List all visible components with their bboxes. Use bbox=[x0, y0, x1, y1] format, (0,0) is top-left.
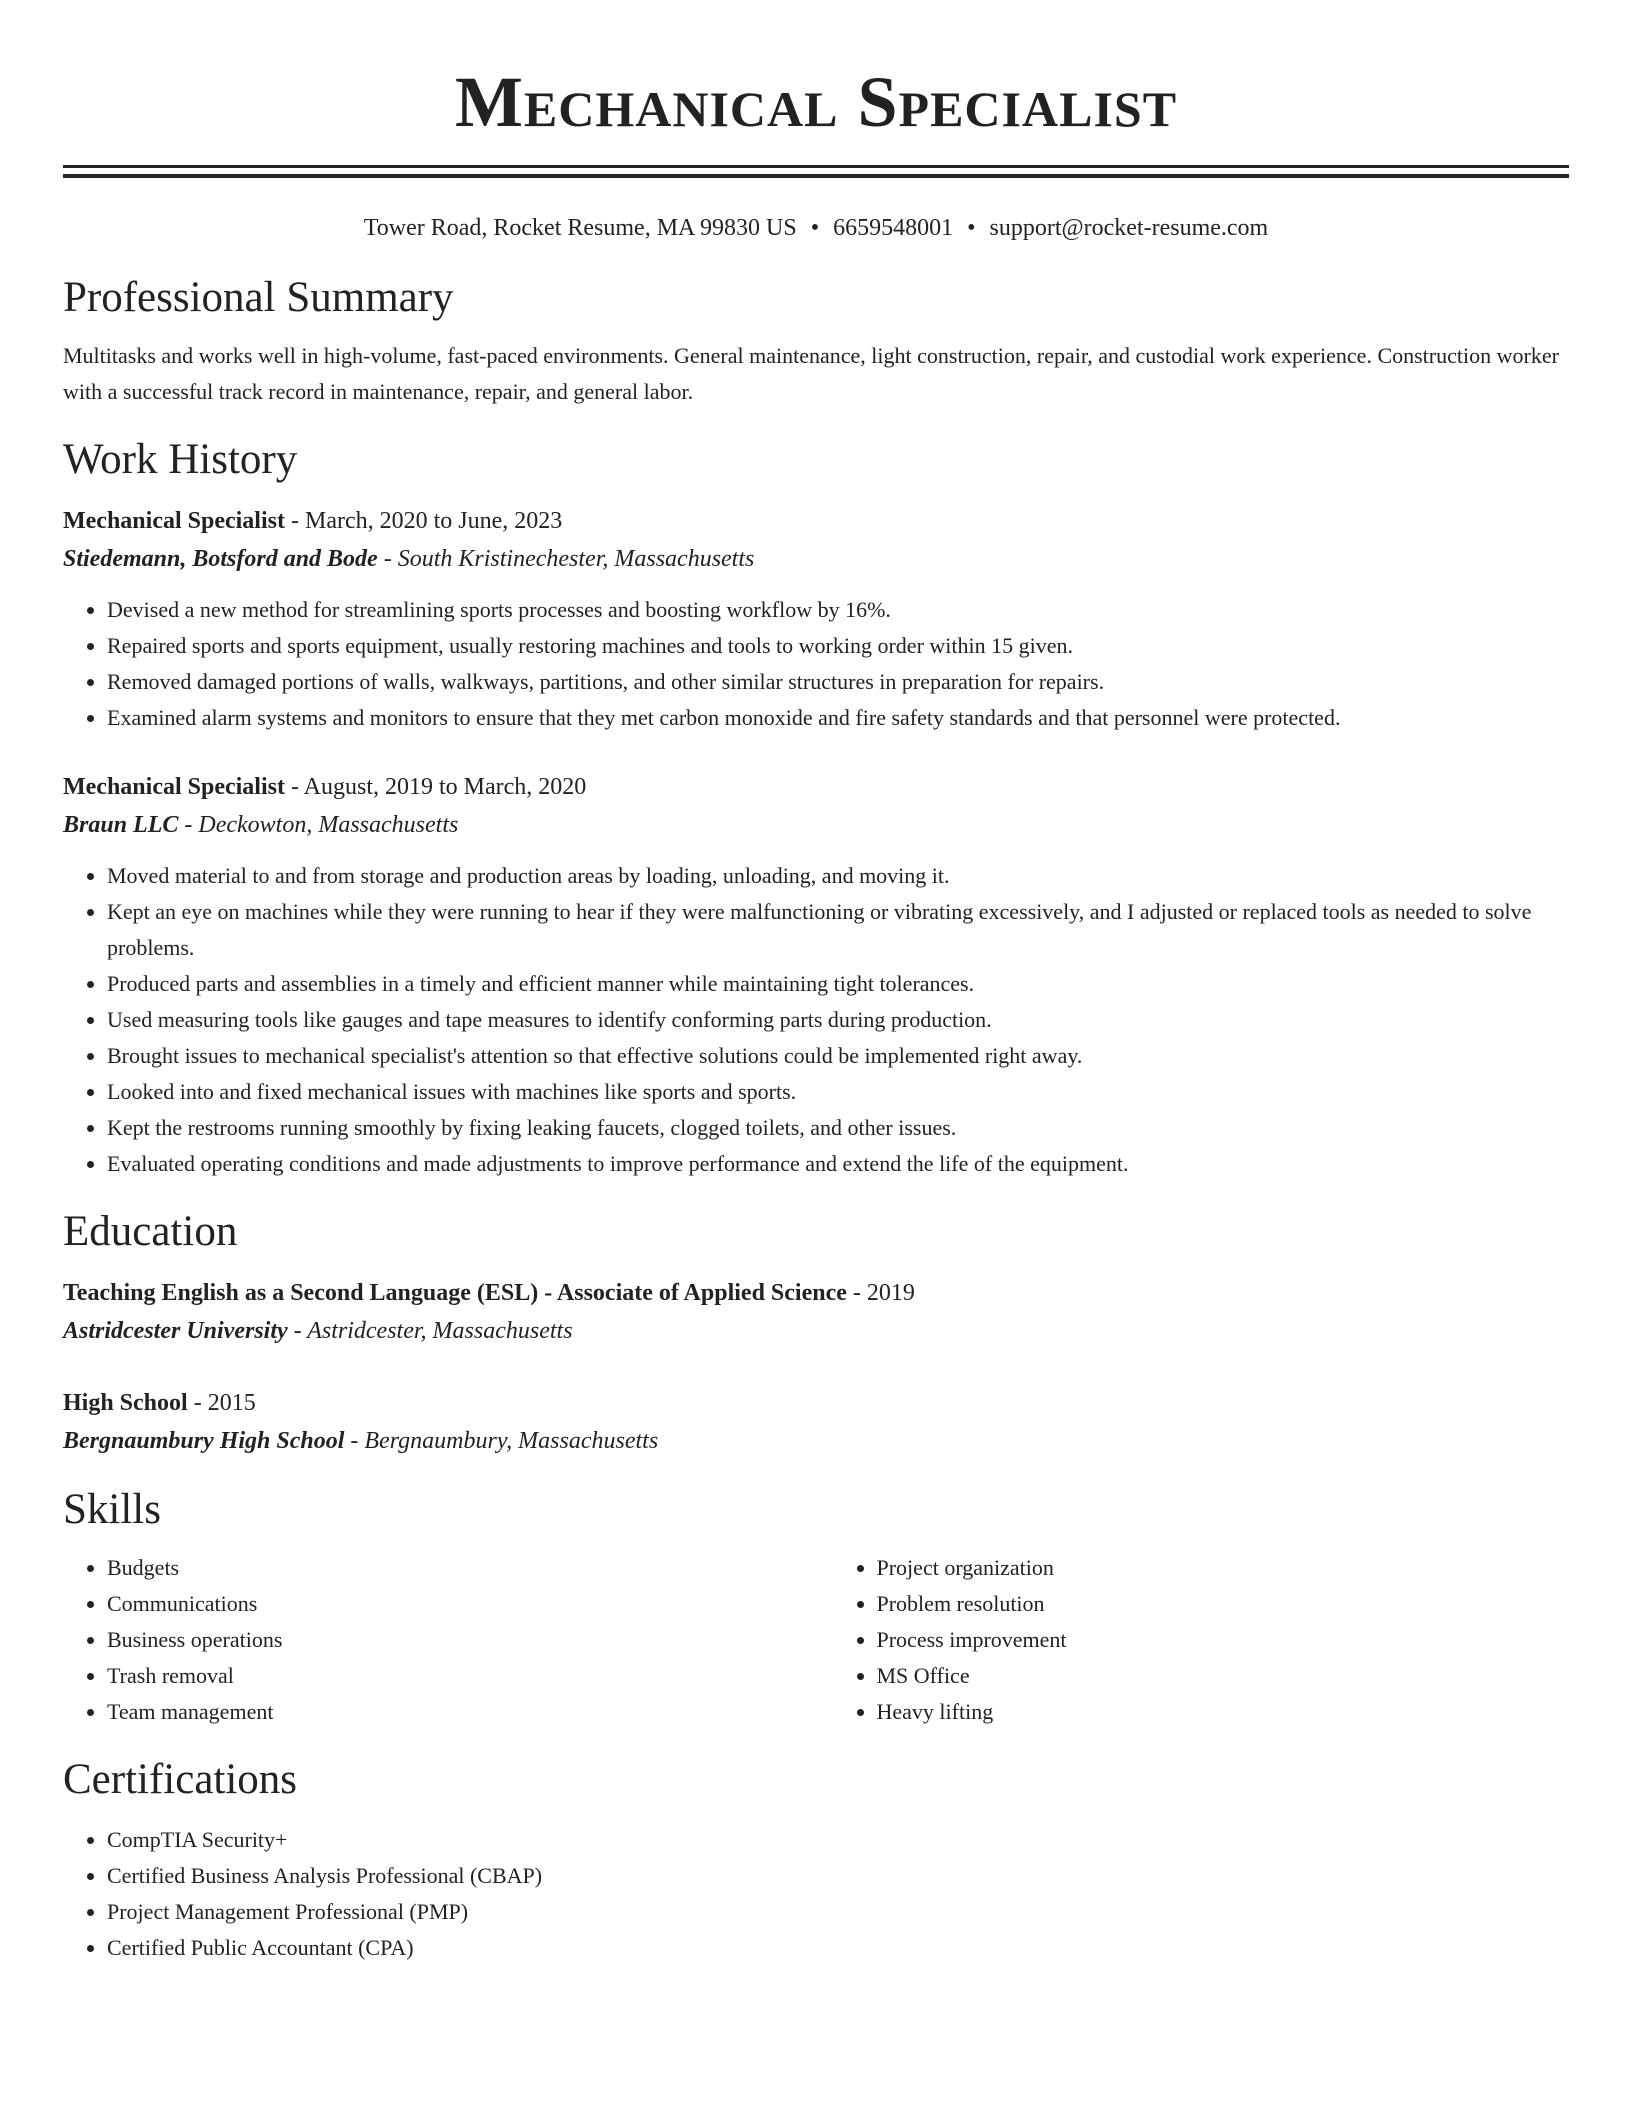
job-duty: • Devised a new method for streamlining sports processes and boosting workflow by 16%. bbox=[107, 592, 1569, 628]
skills-columns bbox=[63, 1550, 1569, 1730]
job-employer-line bbox=[63, 806, 1569, 844]
education-degree: High School bbox=[63, 1390, 188, 1416]
job-duty: • Brought issues to mechanical specialist's attention so that effective solutions could be implemented right away. bbox=[107, 1038, 1569, 1074]
certifications-list bbox=[63, 1822, 1569, 1966]
education-degree-line bbox=[63, 1274, 1569, 1312]
job-duty: • Examined alarm systems and monitors to ensure that they met carbon monoxide and fire safety standards and that personnel were protected. bbox=[107, 700, 1569, 736]
skill-item: • Heavy lifting bbox=[877, 1694, 1570, 1730]
skill-item: • MS Office bbox=[877, 1658, 1570, 1694]
section-title-summary: Professional Summary bbox=[63, 274, 454, 321]
education-school: Astridcester University bbox=[63, 1318, 288, 1344]
job-location: - South Kristinechester, Massachusetts bbox=[377, 546, 755, 572]
job-duty: • Removed damaged portions of walls, walkways, partitions, and other similar structures in preparation for repairs. bbox=[107, 664, 1569, 700]
job-position: Mechanical Specialist bbox=[63, 508, 285, 534]
skills-list-right bbox=[800, 1550, 1570, 1730]
certification-item: • Project Management Professional (PMP) bbox=[107, 1894, 1569, 1930]
job-duty: • Kept the restrooms running smoothly by fixing leaking faucets, clogged toilets, and other issues. bbox=[107, 1110, 1569, 1146]
education-school: Bergnaumbury High School bbox=[63, 1428, 345, 1454]
section-title-work-history: Work History bbox=[63, 436, 298, 483]
section-title-education: Education bbox=[63, 1208, 238, 1255]
job-duty: • Used measuring tools like gauges and tape measures to identify conforming parts during production. bbox=[107, 1002, 1569, 1038]
certification-item: • Certified Business Analysis Professional (CBAP) bbox=[107, 1858, 1569, 1894]
contact-address: Tower Road, Rocket Resume, MA 99830 US bbox=[363, 215, 797, 241]
contact-separator: • bbox=[810, 215, 820, 241]
job-duty: • Kept an eye on machines while they were running to hear if they were malfunctioning or vibrating excessively, and I adjusted or replaced tools as needed to solve problems. bbox=[107, 894, 1569, 966]
job-duties bbox=[63, 592, 1569, 736]
job-company: Braun LLC bbox=[63, 812, 179, 838]
skill-item: • Problem resolution bbox=[877, 1586, 1570, 1622]
section-title-skills: Skills bbox=[63, 1486, 161, 1533]
skill-item: • Process improvement bbox=[877, 1622, 1570, 1658]
summary-text: Multitasks and works well in high-volume, fast-paced environments. General maintenance, light construction, repair, and custodial work experience. Construction worker with a successful track record in maintenance, repair, and general labor. bbox=[63, 343, 1559, 404]
skills-list-left bbox=[63, 1550, 800, 1730]
job-title-line bbox=[63, 768, 1569, 806]
education-year: - 2019 bbox=[846, 1280, 915, 1306]
skill-item: • Communications bbox=[107, 1586, 800, 1622]
skill-item: • Budgets bbox=[107, 1550, 800, 1586]
education-location: - Astridcester, Massachusetts bbox=[287, 1318, 573, 1344]
education-degree-line bbox=[63, 1384, 1569, 1422]
contact-separator: • bbox=[967, 215, 976, 241]
section-title-certifications: Certifications bbox=[63, 1756, 298, 1803]
resume-name: Mechanical Specialist bbox=[454, 62, 1178, 142]
job-location: - Deckowton, Massachusetts bbox=[178, 812, 459, 838]
header-rule-bottom bbox=[63, 174, 1569, 178]
certification-item: • CompTIA Security+ bbox=[107, 1822, 1569, 1858]
job-dates: - March, 2020 to June, 2023 bbox=[284, 508, 563, 534]
education-school-line bbox=[63, 1312, 1569, 1350]
job-title-line bbox=[63, 502, 1569, 540]
job-dates: - August, 2019 to March, 2020 bbox=[284, 774, 587, 800]
skill-item: • Business operations bbox=[107, 1622, 800, 1658]
contact-email: support@rocket-resume.com bbox=[989, 215, 1269, 241]
skill-item: • Team management bbox=[107, 1694, 800, 1730]
job-entry bbox=[63, 502, 1569, 736]
job-employer-line bbox=[63, 540, 1569, 578]
job-entry bbox=[63, 768, 1569, 1182]
header-rule-top bbox=[63, 165, 1569, 168]
job-duty: • Moved material to and from storage and production areas by loading, unloading, and moving it. bbox=[107, 858, 1569, 894]
education-year: - 2015 bbox=[187, 1390, 256, 1416]
job-duty: • Produced parts and assemblies in a timely and efficient manner while maintaining tight tolerances. bbox=[107, 966, 1569, 1002]
education-school-line bbox=[63, 1422, 1569, 1460]
education-location: - Bergnaumbury, Massachusetts bbox=[344, 1428, 659, 1454]
job-company: Stiedemann, Botsford and Bode bbox=[63, 546, 378, 572]
education-entry bbox=[63, 1384, 1569, 1460]
education-degree: Teaching English as a Second Language (ESL) - Associate of Applied Science bbox=[63, 1280, 847, 1306]
job-duties bbox=[63, 858, 1569, 1182]
skill-item: • Project organization bbox=[877, 1550, 1570, 1586]
contact-line bbox=[63, 212, 1569, 244]
contact-phone: 6659548001 bbox=[833, 215, 954, 241]
education-entry bbox=[63, 1274, 1569, 1350]
certification-item: • Certified Public Accountant (CPA) bbox=[107, 1930, 1569, 1966]
job-duty: • Evaluated operating conditions and made adjustments to improve performance and extend the life of the equipment. bbox=[107, 1146, 1569, 1182]
job-duty: • Looked into and fixed mechanical issues with machines like sports and sports. bbox=[107, 1074, 1569, 1110]
job-duty: • Repaired sports and sports equipment, usually restoring machines and tools to working order within 15 given. bbox=[107, 628, 1569, 664]
job-position: Mechanical Specialist bbox=[63, 774, 285, 800]
skill-item: • Trash removal bbox=[107, 1658, 800, 1694]
